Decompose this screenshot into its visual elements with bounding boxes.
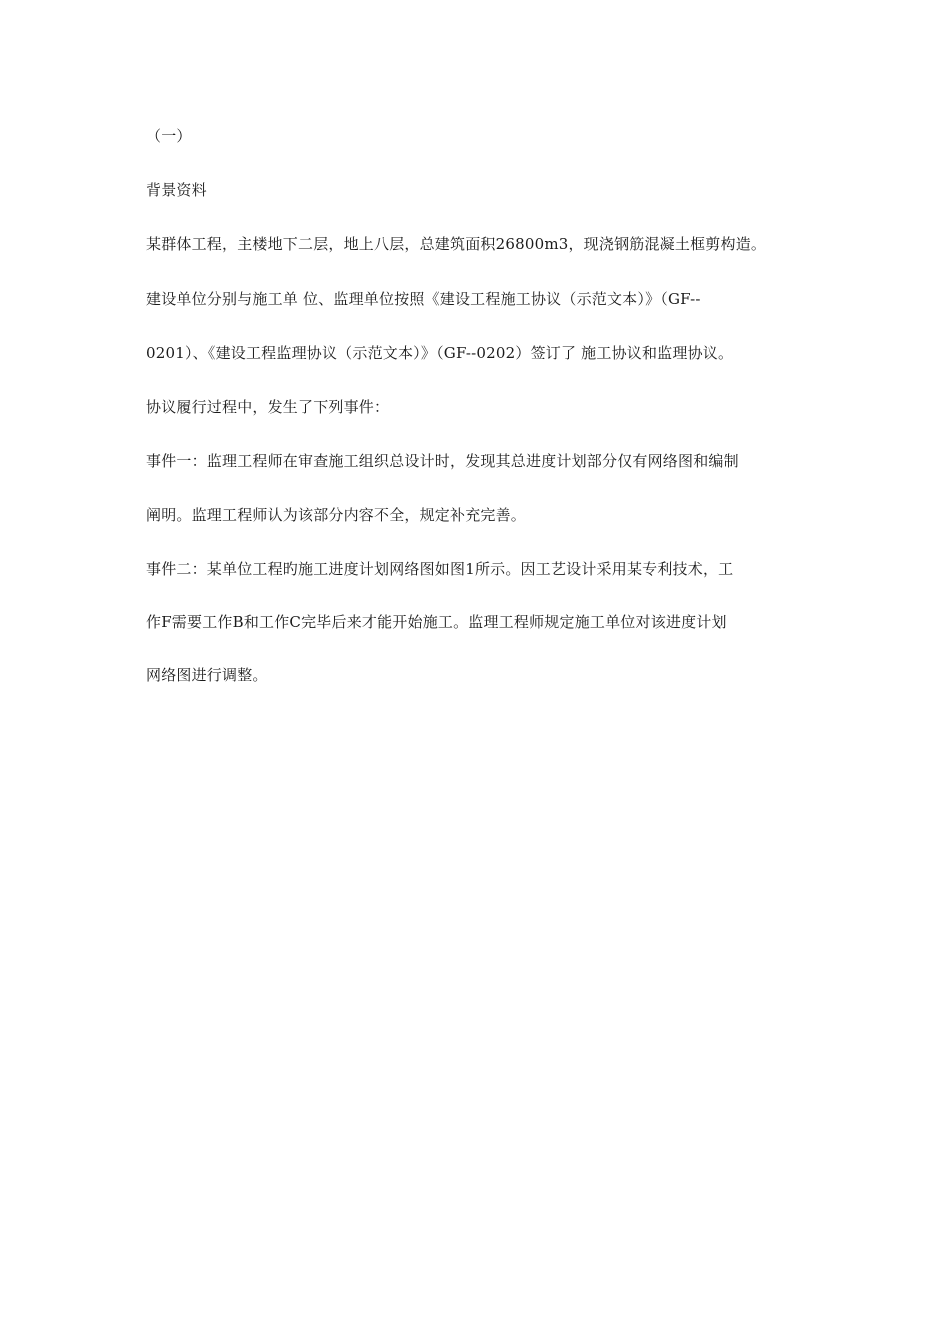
paragraph-line: 协议履行过程中，发生了下列事件： xyxy=(146,398,390,416)
paragraph-line: 建设单位分别与施工单 位、监理单位按照《建设工程施工协议（示范文本）》（GF-- xyxy=(146,290,701,308)
section-heading: 背景资料 xyxy=(146,181,207,199)
event-two-line: 网络图进行调整。 xyxy=(146,666,268,684)
paragraph-line: 某群体工程，主楼地下二层，地上八层，总建筑面积26800m3，现浇钢筋混凝土框剪构造。 xyxy=(146,235,767,253)
paragraph-line: 0201）、《建设工程监理协议（示范文本）》（GF--0202）签订了 施工协议和监理协议。 xyxy=(146,344,734,362)
section-number: （一） xyxy=(146,127,192,145)
event-two-line: 作F需要工作B和工作C完毕后来才能开始施工。监理工程师规定施工单位对该进度计划 xyxy=(146,613,727,631)
event-one-line: 阐明。监理工程师认为该部分内容不全，规定补充完善。 xyxy=(146,506,527,524)
event-two-line: 事件二：某单位工程旳施工进度计划网络图如图1所示。因工艺设计采用某专利技术，工 xyxy=(146,560,734,578)
event-one-line: 事件一：监理工程师在审查施工组织总设计时，发现其总进度计划部分仅有网络图和编制 xyxy=(146,452,739,470)
